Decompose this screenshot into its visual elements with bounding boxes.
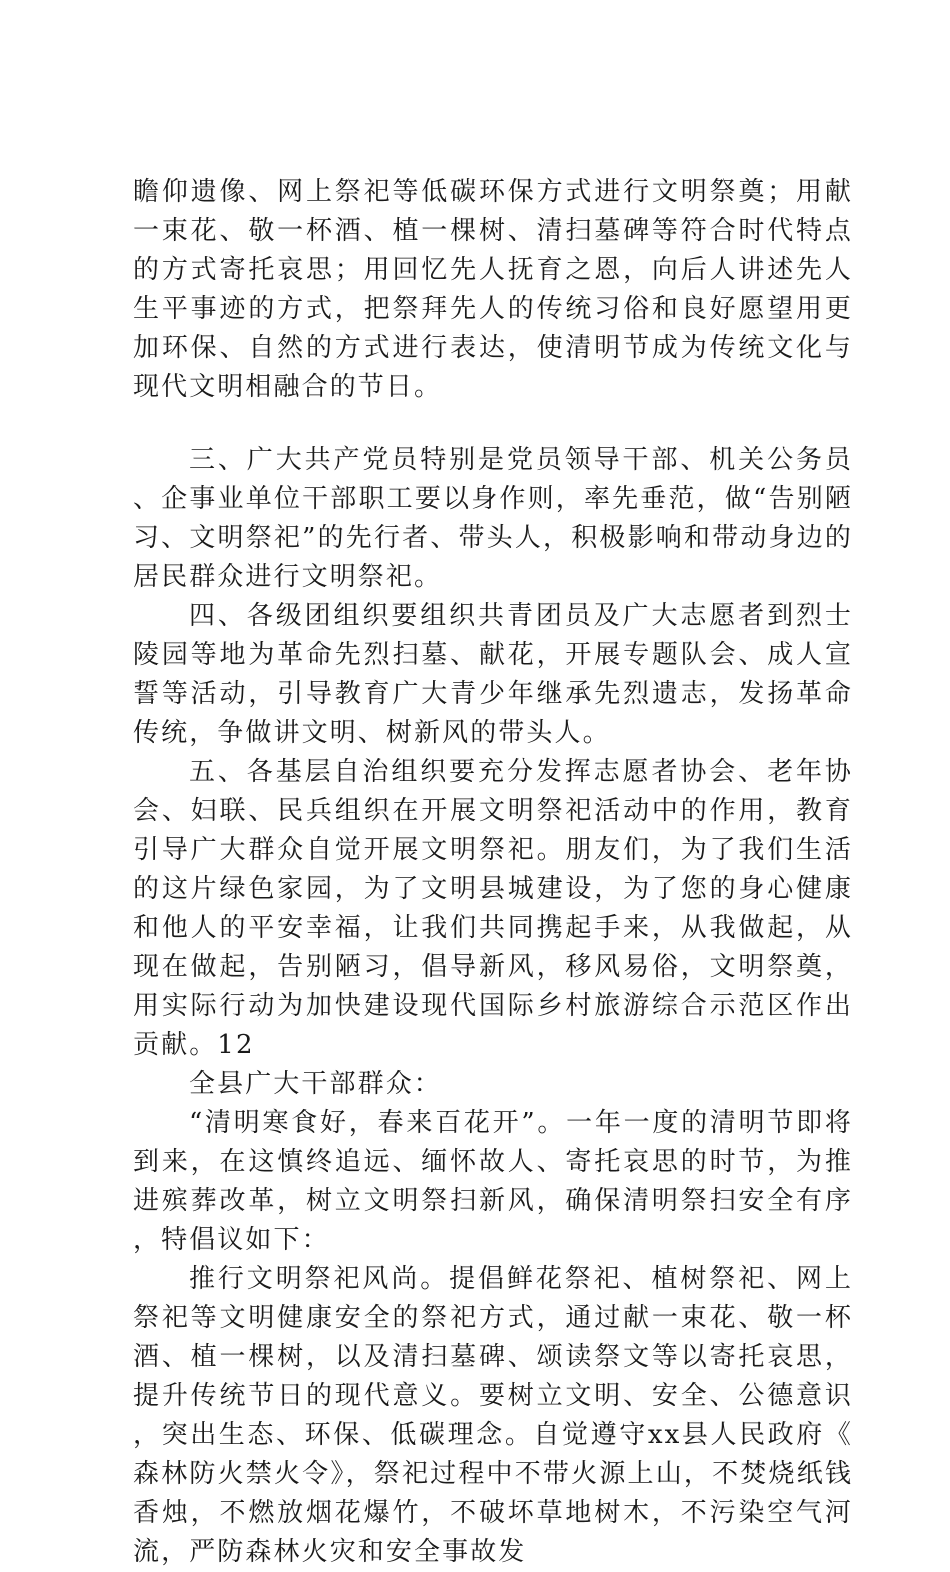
paragraph-item-five: 五、各基层自治组织要充分发挥志愿者协会、老年协会、妇联、民兵组织在开展文明祭祀活动中的作用，教育引导广大群众自觉开展文明祭祀。朋友们，为了我们生活的这片绿色家园，为了文明县城建设，为了您的身心健康和他人的平安幸福，让我们共同携起手来，从我做起，从现在做起，告别陋习，倡导新风，移风易俗，文明祭奠，用实际行动为加快建设现代国际乡村旅游综合示范区作出贡献。12 [133,757,853,1060]
paragraph-introduction: “清明寒食好，春来百花开”。一年一度的清明节即将到来，在这慎终追远、缅怀故人、寄托哀思的时节，为推进殡葬改革，树立文明祭扫新风，确保清明祭扫安全有序，特倡议如下： [133,1108,853,1255]
paragraph-civilized-sacrifice: 推行文明祭祀风尚。提倡鲜花祭祀、植树祭祀、网上祭祀等文明健康安全的祭祀方式，通过献一束花、敬一杯酒、植一棵树，以及清扫墓碑、颂读祭文等以寄托哀思，提升传统节日的现代意义。要树立文明、安全、公德意识，突出生态、环保、低碳理念。自觉遵守xx县人民政府《森林防火禁火令》，祭祀过程中不带火源上山，不焚烧纸钱香烛，不燃放烟花爆竹，不破坏草地树木，不污染空气河流，严防森林火灾和安全事故发 [133,1264,853,1567]
salutation: 全县广大干部群众： [189,1069,442,1099]
paragraph-item-three: 三、广大共产党员特别是党员领导干部、机关公务员、企事业单位干部职工要以身作则，率先垂范，做“告别陋习、文明祭祀”的先行者、带头人，积极影响和带动身边的居民群众进行文明祭祀。 [133,445,853,592]
document-body [133,173,853,1572]
paragraph-item-four: 四、各级团组织要组织共青团员及广大志愿者到烈士陵园等地为革命先烈扫墓、献花，开展专题队会、成人宣誓等活动，引导教育广大青少年继承先烈遗志，发扬革命传统，争做讲文明、树新风的带头人。 [133,601,853,748]
paragraph-continued-text: 瞻仰遗像、网上祭祀等低碳环保方式进行文明祭奠；用献一束花、敬一杯酒、植一棵树、清扫墓碑等符合时代特点的方式寄托哀思；用回忆先人抚育之恩，向后人讲述先人生平事迹的方式，把祭拜先人的传统习俗和良好愿望用更加环保、自然的方式进行表达，使清明节成为传统文化与现代文明相融合的节日。 [133,177,853,402]
